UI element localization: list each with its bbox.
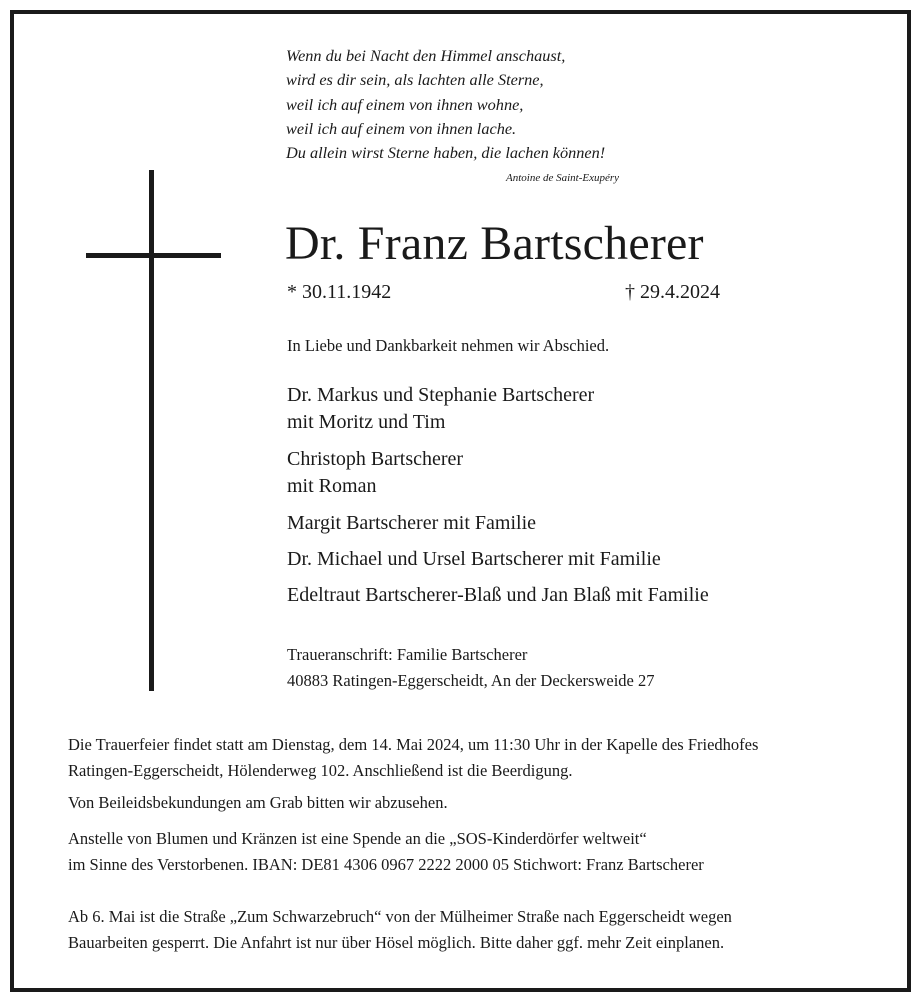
mourner-line: mit Moritz und Tim	[287, 411, 446, 433]
poem-line: weil ich auf einem von ihnen lache.	[286, 118, 517, 138]
poem-line: Du allein wirst Sterne haben, die lachen können!	[286, 143, 606, 163]
farewell-text: In Liebe und Dankbarkeit nehmen wir Abschied.	[287, 336, 610, 355]
mourner-line: Margit Bartscherer mit Familie	[287, 512, 537, 534]
birth-date: * 30.11.1942	[287, 281, 392, 303]
notice-line: Ab 6. Mai ist die Straße „Zum Schwarzebruch“ von der Mülheimer Straße nach Eggerscheidt wegen	[68, 907, 732, 926]
mourner-entry	[287, 582, 709, 609]
mourner-line: Edeltraut Bartscherer-Blaß und Jan Blaß mit Familie	[287, 584, 709, 606]
address-line: Traueranschrift: Familie Bartscherer	[287, 645, 528, 664]
poem-line: weil ich auf einem von ihnen wohne,	[286, 94, 524, 114]
deceased-name: Dr. Franz Bartscherer	[285, 217, 704, 270]
poem	[286, 44, 605, 165]
mourner-entry	[287, 446, 463, 500]
mourner-entry	[287, 546, 661, 573]
address-line: 40883 Ratingen-Eggerscheidt, An der Deckersweide 27	[287, 670, 655, 690]
mourning-address	[287, 642, 654, 693]
notice-line: im Sinne des Verstorbenen. IBAN: DE81 4306 0967 2222 2000 05 Stichwort: Franz Bartscherer	[68, 854, 704, 874]
notice-line: Bauarbeiten gesperrt. Die Anfahrt ist nur über Hösel möglich. Bitte daher ggf. mehr Zeit einplanen.	[68, 932, 725, 952]
poem-line: wird es dir sein, als lachten alle Sterne,	[286, 70, 544, 90]
ceremony-notice	[68, 732, 758, 783]
notice-line: Ratingen-Eggerscheidt, Hölenderweg 102. Anschließend ist die Beerdigung.	[68, 760, 573, 780]
mourner-line: Dr. Michael und Ursel Bartscherer mit Familie	[287, 548, 661, 570]
mourner-line: Christoph Bartscherer	[287, 448, 464, 470]
poem-line: Wenn du bei Nacht den Himmel anschaust,	[286, 46, 566, 65]
mourner-entry	[287, 510, 536, 537]
road-closure-notice	[68, 904, 732, 955]
cross-vertical-bar	[149, 170, 154, 691]
poem-author: Antoine de Saint-Exupéry	[506, 172, 620, 184]
mourner-entry	[287, 382, 594, 436]
notice-line: Von Beileidsbekundungen am Grab bitten wir abzusehen.	[68, 793, 448, 812]
notice-line: Anstelle von Blumen und Kränzen ist eine Spende an die „SOS-Kinderdörfer weltweit“	[68, 829, 647, 848]
mourner-line: mit Roman	[287, 475, 377, 497]
death-date: † 29.4.2024	[625, 281, 720, 303]
cross-horizontal-bar	[86, 253, 221, 258]
mourner-line: Dr. Markus und Stephanie Bartscherer	[287, 384, 595, 406]
condolence-notice	[68, 790, 448, 816]
donation-notice	[68, 826, 704, 877]
notice-line: Die Trauerfeier findet statt am Dienstag, dem 14. Mai 2024, um 11:30 Uhr in der Kapelle des Friedhofes	[68, 735, 759, 754]
